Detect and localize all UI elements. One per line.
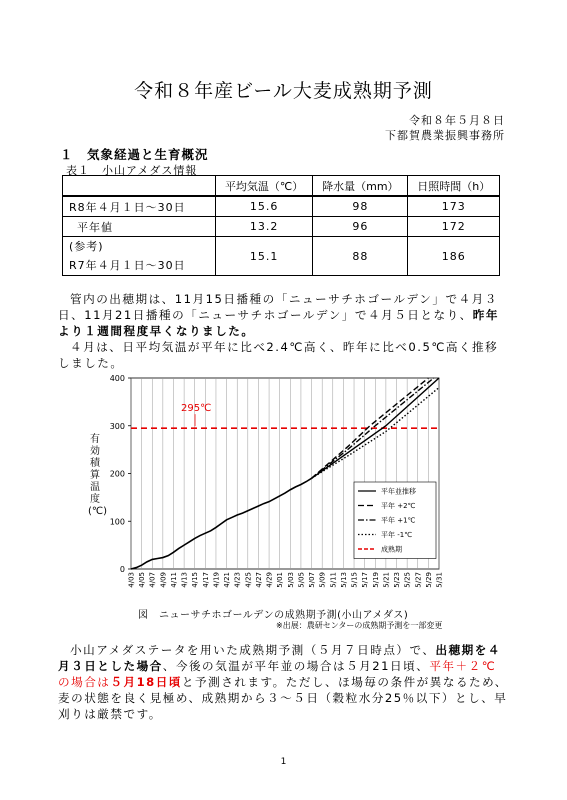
table-cell: 15.6 xyxy=(216,196,313,217)
threshold-label: 295℃ xyxy=(181,403,212,415)
figure-source: ※出展：農研センターの成熟期予測を一部変更 xyxy=(276,621,443,630)
table-cell: 96 xyxy=(313,217,408,237)
row-label-period: R7年４月１日～30日 xyxy=(69,259,186,272)
x-tick-label: 5/23 xyxy=(393,572,402,588)
x-tick-label: 5/29 xyxy=(424,572,433,588)
weather-table xyxy=(62,175,500,276)
y-tick-label: 400 xyxy=(109,374,125,383)
legend-label: 平年 +2℃ xyxy=(381,502,416,510)
maturity-forecast-chart xyxy=(86,372,456,612)
x-tick-label: 5/09 xyxy=(318,572,327,588)
x-tick-label: 4/23 xyxy=(233,572,242,588)
x-tick-label: 4/03 xyxy=(127,572,136,588)
table-cell: 98 xyxy=(313,196,408,217)
x-tick-label: 5/07 xyxy=(308,572,317,588)
heading-date-paragraph xyxy=(58,291,508,339)
issue-date: 令和８年５月８日 xyxy=(409,114,505,127)
y-axis-title: 有効積算温度(℃) xyxy=(88,434,108,517)
x-tick-label: 4/17 xyxy=(201,572,210,588)
para3-c: 、今後の気温が平年並の場合は５月21日頃、 xyxy=(162,659,430,673)
x-tick-label: 5/01 xyxy=(276,572,285,588)
y-tick-label: 200 xyxy=(109,469,125,479)
y-tick-label: 0 xyxy=(119,565,125,574)
x-tick-label: 4/05 xyxy=(138,572,147,588)
para1-text: 管内の出穂期は、11月15日播種の「ニューサチホゴールデン」で４月３日、11月21日播種の「ニューサチホゴールデン」で４月５日となり、 xyxy=(58,292,498,322)
table-caption: 表１ 小山アメダス情報 xyxy=(66,164,198,177)
legend-label: 平年 +1℃ xyxy=(381,516,416,525)
x-tick-label: 5/21 xyxy=(382,572,391,588)
x-tick-label: 5/03 xyxy=(286,572,295,588)
x-tick-label: 5/27 xyxy=(414,572,423,588)
x-tick-label: 4/25 xyxy=(244,572,253,588)
x-tick-label: 4/21 xyxy=(223,572,232,588)
temperature-paragraph: ４月は、日平均気温が平年に比べ2.4℃高く、昨年に比べ0.5℃高く推移しました。 xyxy=(58,340,499,370)
x-tick-label: 4/29 xyxy=(265,572,274,588)
table-cell: 13.2 xyxy=(216,217,313,237)
table-header-row xyxy=(63,176,500,197)
x-tick-label: 4/09 xyxy=(159,572,168,588)
x-tick-label: 5/25 xyxy=(403,572,412,588)
para3-e: ５月18日頃 xyxy=(110,675,182,689)
x-tick-label: 5/19 xyxy=(371,572,380,588)
para3-a: 小山アメダステータを用いた成熟期予測（５月７日時点）で、 xyxy=(70,643,436,657)
row-label: R8年４月１日～30日 xyxy=(63,196,216,217)
legend-label: 平年並推移 xyxy=(381,487,416,496)
x-tick-label: 5/15 xyxy=(350,572,359,588)
table-cell: 173 xyxy=(408,196,500,217)
row-label: 平年値 xyxy=(63,217,216,237)
row-label xyxy=(63,237,216,276)
table-cell: 88 xyxy=(313,237,408,276)
figure-caption: 図 ニューサチホゴールデンの成熟期予測(小山アメダス) xyxy=(138,610,409,621)
table-corner-cell xyxy=(63,176,216,197)
legend-label: 平年 -1℃ xyxy=(381,531,413,539)
row-label-note: (参考) xyxy=(69,240,104,253)
table-cell: 172 xyxy=(408,217,500,237)
x-tick-label: 4/19 xyxy=(212,572,221,588)
x-tick-label: 5/31 xyxy=(435,572,444,588)
x-tick-label: 5/13 xyxy=(339,572,348,588)
para3-f: と予測されます。ただし、ほ場毎の条件が異なるため、麦の状態を良く見極め、成熟期から３～５日（穀粒水分25％以下）とし、早刈りは厳禁です。 xyxy=(58,675,508,721)
para3-d: 平年＋２℃の場合は xyxy=(58,659,497,689)
page-title: 令和８年産ビール大麦成熟期予測 xyxy=(134,80,433,102)
page-number: 1 xyxy=(280,757,287,767)
x-tick-label: 4/15 xyxy=(191,572,200,588)
legend-label: 成熟期 xyxy=(381,545,402,554)
table-header-cell: 平均気温（℃） xyxy=(216,176,313,197)
x-tick-label: 5/05 xyxy=(297,572,306,588)
x-tick-label: 4/11 xyxy=(169,572,178,588)
para1-emphasis: 昨年より１週間程度早くなりました。 xyxy=(58,308,499,338)
x-tick-label: 4/13 xyxy=(180,572,189,588)
table-cell: 15.1 xyxy=(216,237,313,276)
para3-b: 出穂期を４月３日とした場合 xyxy=(58,643,501,673)
table-header-cell: 日照時間（h） xyxy=(408,176,500,197)
x-tick-label: 4/27 xyxy=(254,572,263,588)
issuing-office: 下都賀農業振興事務所 xyxy=(385,129,505,142)
table-row xyxy=(63,237,500,276)
table-header-cell: 降水量（mm） xyxy=(313,176,408,197)
x-tick-label: 5/17 xyxy=(361,572,370,588)
y-tick-label: 100 xyxy=(109,517,125,527)
forecast-paragraph xyxy=(58,642,508,722)
y-tick-label: 300 xyxy=(109,421,125,431)
x-tick-label: 4/07 xyxy=(148,572,157,588)
x-tick-label: 5/11 xyxy=(329,572,338,588)
table-cell: 186 xyxy=(408,237,500,276)
table-row xyxy=(63,217,500,237)
table-row xyxy=(63,196,500,217)
section-heading: １ 気象経過と生育概況 xyxy=(60,147,209,162)
